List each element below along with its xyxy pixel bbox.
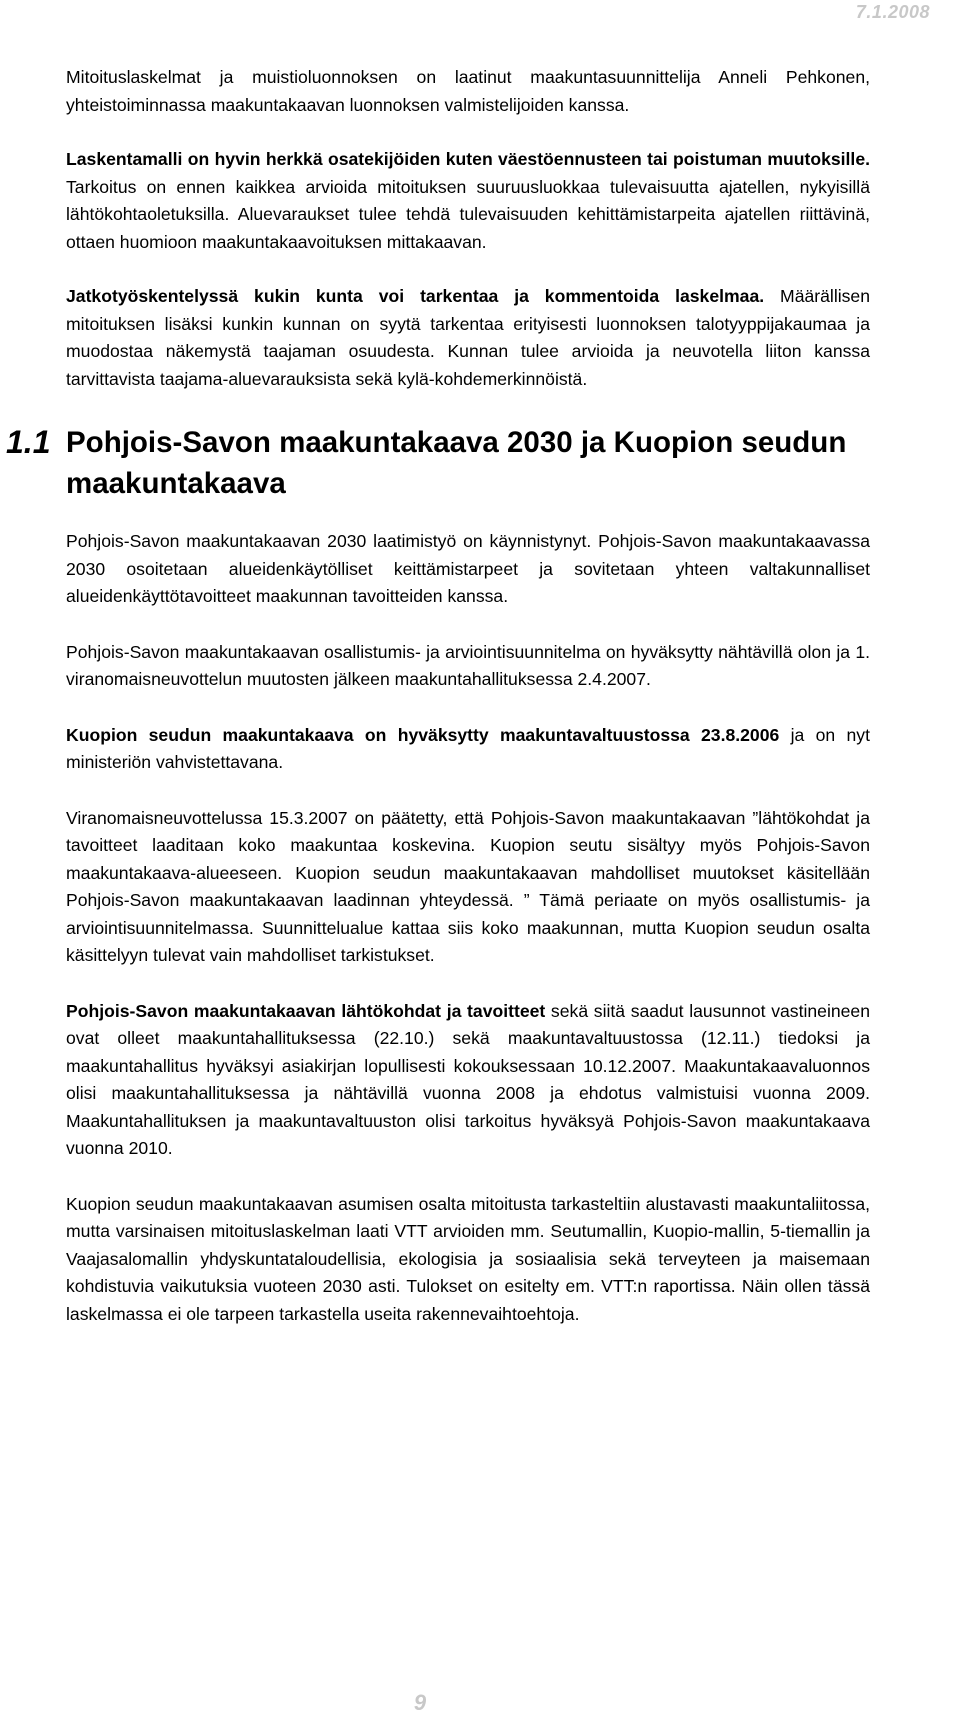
- header-date: 7.1.2008: [855, 2, 930, 22]
- paragraph-viranomaisneuvottelu: Viranomaisneuvottelussa 15.3.2007 on päätetty, että Pohjois-Savon maakuntakaavan ”lähtökohdat ja tavoitteet laaditaan koko maakuntaa koskevina. Kuopion seutu sisältyy myös Pohjois-Savon maakuntakaava-alueeseen. Kuopion seudun maakuntakaavan mahdolliset muutokset käsitellään Pohjois-Savon maakuntakaavan laadinnan yhteydessä. ” Tämä periaate on myös osallistumis- ja arviointisuunnitelmassa. Suunnittelualue kattaa siis koko maakunnan, mutta Kuopion seudun osalta käsittelyyn tulevat vain mahdolliset tarkistukset.: [66, 807, 870, 965]
- page-number: 9: [413, 1690, 427, 1715]
- paragraph-asumisen-mitoitus: Kuopion seudun maakuntakaavan asumisen osalta mitoitusta tarkasteltiin alustavasti maakuntaliitossa, mutta varsinaisen mitoituslaskelman laati VTT arvioiden mm. Seutumallin, Kuopio-mallin, 5-tiemallin ja Vaajasalomallin yhdyskuntataloudellisia, ekologisia ja sosiaalisia sekä terveyteen ja maisemaan kohdistuvia vaikutuksia vuoteen 2030 asti. Tulokset on esitelty em. VTT:n raportissa. Näin ollen tässä laskelmassa ei ole tarpeen tarkastella useita rakennevaihtoehtoja.: [66, 1193, 870, 1324]
- section-1-1: [6, 422, 870, 504]
- paragraph-laskentamalli-text: Tarkoitus on ennen kaikkea arvioida mitoituksen suuruusluokkaa tulevaisuutta ajatellen, nykyisillä lähtökohtaoletuksilla. Aluevaraukset tulee tehdä tulevaisuuden kehittämistarpeita ajatellen riittävinä, ottaen huomioon maakuntakaavoituksen mittakaavan.: [66, 176, 870, 252]
- paragraph-kuopion-seudun-hyvaksytty: [66, 722, 870, 777]
- paragraph-kuopion-seudun-text: ja on nyt ministeriön vahvistettavana.: [66, 724, 870, 772]
- paragraph-lahtokohdat-text: sekä siitä saadut lausunnot vastineineen ovat olleet maakuntahallituksessa (22.10.) sekä maakuntavaltuustossa (12.11.) tiedoksi ja maakuntahallitus hyväksyi asiakirjan lopullisesti kokouksessaan 10.12.2007. Maakuntakaavaluonnos olisi maakuntahallituksessa ja nähtävillä vuonna 2008 ja ehdotus valmistuisi vuonna 2009. Maakuntahallituksen ja maakuntavaltuuston olisi tarkoitus hyväksyä Pohjois-Savon maakuntakaava vuonna 2010.: [66, 1000, 870, 1158]
- paragraph-lahtokohdat: [66, 998, 870, 1163]
- document-body: [6, 64, 871, 1328]
- paragraph-jatkotyoskentely-text: Määrällisen mitoituksen lisäksi kunkin kunnan on syytä tarkentaa erityisesti luonnoksen talotyyppijakaumaa ja muodostaa näkemystä taajaman osuudesta. Kunnan tulee arvioida ja neuvotella liiton kanssa tarvittavista taajama-aluevarauksista sekä kylä-kohdemerkinnöistä.: [66, 286, 871, 389]
- paragraph-jatkotyoskentely: [66, 283, 870, 393]
- section-title: Pohjois-Savon maakuntakaava 2030 ja Kuopion seudun maakuntakaava: [66, 426, 847, 500]
- paragraph-osallistumissuunnitelma: Pohjois-Savon maakuntakaavan osallistumis- ja arviointisuunnitelma on hyväksytty nähtävillä olon ja 1. viranomaisneuvottelun muutosten jälkeen maakuntahallituksessa 2.4.2007.: [66, 641, 870, 689]
- paragraph-mitoituslaskelmat: Mitoituslaskelmat ja muistioluonnoksen on laatinut maakuntasuunnittelija Anneli Pehkonen, yhteistoiminnassa maakuntakaavan luonnoksen valmistelijoiden kanssa.: [66, 67, 870, 115]
- paragraph-laskentamalli-bold: Laskentamalli on hyvin herkkä osatekijöiden kuten väestöennusteen tai poistuman muutoksille.: [66, 149, 870, 169]
- paragraph-laatimistyo: Pohjois-Savon maakuntakaavan 2030 laatimistyö on käynnistynyt. Pohjois-Savon maakuntakaavassa 2030 osoitetaan alueidenkäytölliset keittämistarpeet ja sovitetaan yhteen valtakunnalliset alueidenkäyttötavoitteet maakunnan tavoitteiden kanssa.: [66, 531, 870, 606]
- paragraph-jatkotyoskentely-bold: Jatkotyöskentelyssä kukin kunta voi tarkentaa ja kommentoida laskelmaa.: [66, 286, 765, 306]
- paragraph-kuopion-seudun-bold: Kuopion seudun maakuntakaava on hyväksytty maakuntavaltuustossa 23.8.2006: [66, 724, 780, 745]
- paragraph-lahtokohdat-bold: Pohjois-Savon maakuntakaavan lähtökohdat ja tavoitteet: [66, 1000, 546, 1021]
- paragraph-laskentamalli: [66, 146, 870, 256]
- section-number: 1.1: [6, 424, 51, 460]
